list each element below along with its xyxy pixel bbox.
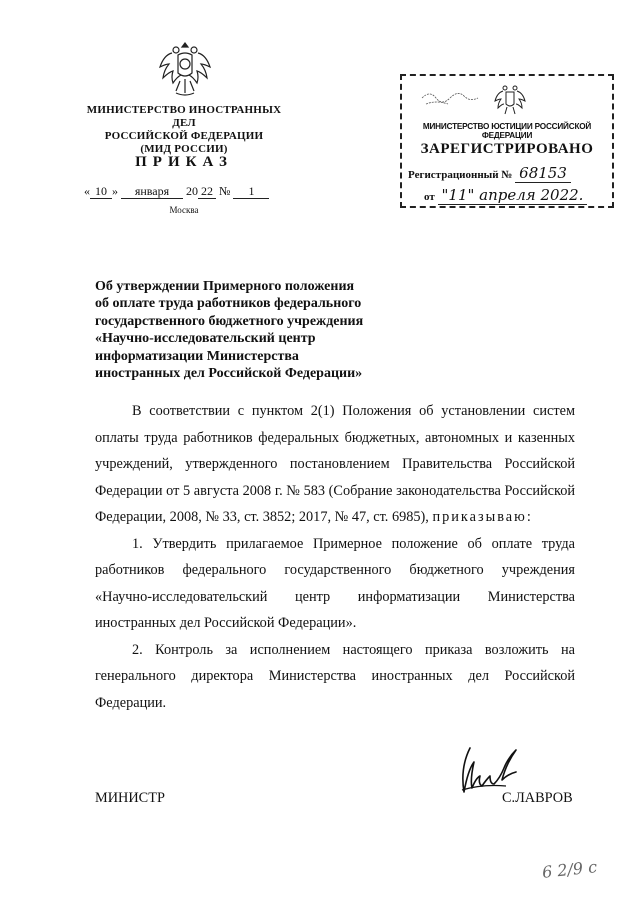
heading-line: государственного бюджетного учреждения xyxy=(95,313,364,329)
stamp-status: ЗАРЕГИСТРИРОВАНО xyxy=(420,141,594,157)
order-number: 1 xyxy=(233,185,269,199)
stamp-registration-date: от "11" апреля 2022. xyxy=(424,186,587,204)
document-heading xyxy=(95,278,395,382)
preamble-paragraph: В соответствии с пунктом 2(1) Положения об установлении систем оплаты труда работников федеральных бюджетных, автономных и казенных учреждений, утвержденного постановлением Правительства Российской Федерации от 5 августа 2008 г. № 583 (Собрание законодательства Российской Федерации, 2008, № 33, ст. 3852; 2017, № 47, ст. 6985), приказываю: xyxy=(95,403,575,525)
order-year: 22 xyxy=(198,185,216,199)
stamp-emblem-icon xyxy=(493,81,527,117)
registration-stamp xyxy=(400,74,614,208)
heading-line: «Научно-исследовательский центр xyxy=(95,331,316,347)
handwritten-corner-note: 6 2/9 с xyxy=(541,857,598,882)
coat-of-arms-icon xyxy=(154,37,216,101)
document-type: ПРИКАЗ xyxy=(135,154,233,170)
city: Москва xyxy=(169,205,199,215)
signatory-name: С.ЛАВРОВ xyxy=(502,790,573,806)
stamp-registration-number: Регистрационный № 68153 xyxy=(408,164,571,182)
clause-1: 1. Утвердить прилагаемое Примерное положение об оплате труда работников федерального государственного бюджетного учреждения «Научно-исследовательский центр информатизации Министерства иностранных дел Российской Федерации». xyxy=(95,535,575,631)
signatory-title: МИНИСТР xyxy=(95,790,165,806)
ministry-line: МИНИСТЕРСТВО ИНОСТРАННЫХ ДЕЛ xyxy=(86,104,282,129)
ministry-name xyxy=(78,104,290,156)
heading-line: иностранных дел Российской Федерации» xyxy=(95,366,363,382)
stamp-date-value: "11" апреля 2022. xyxy=(438,186,588,205)
order-month: января xyxy=(121,185,183,199)
stamp-scribble-icon xyxy=(420,86,480,108)
ministry-line: РОССИЙСКОЙ ФЕДЕРАЦИИ xyxy=(104,130,264,142)
heading-line: информатизации Министерства xyxy=(95,348,299,364)
heading-line: Об утверждении Примерного положения xyxy=(95,279,355,294)
order-day: 10 xyxy=(90,185,112,199)
document-body xyxy=(95,398,575,716)
stamp-ministry: МИНИСТЕРСТВО ЮСТИЦИИ РОССИЙСКОЙ ФЕДЕРАЦИИ xyxy=(422,122,592,140)
ministry-line: (МИД РОССИИ) xyxy=(140,143,228,155)
stamp-reg-number-value: 68153 xyxy=(515,164,571,183)
order-word: приказываю: xyxy=(432,509,533,525)
clause-2: 2. Контроль за исполнением настоящего приказа возложить на генерального директора Министерства иностранных дел Российской Федерации. xyxy=(95,641,575,711)
order-date-line: « 10 » января 20 22 № 1 xyxy=(84,184,296,199)
heading-line: об оплате труда работников федерального xyxy=(95,296,362,312)
